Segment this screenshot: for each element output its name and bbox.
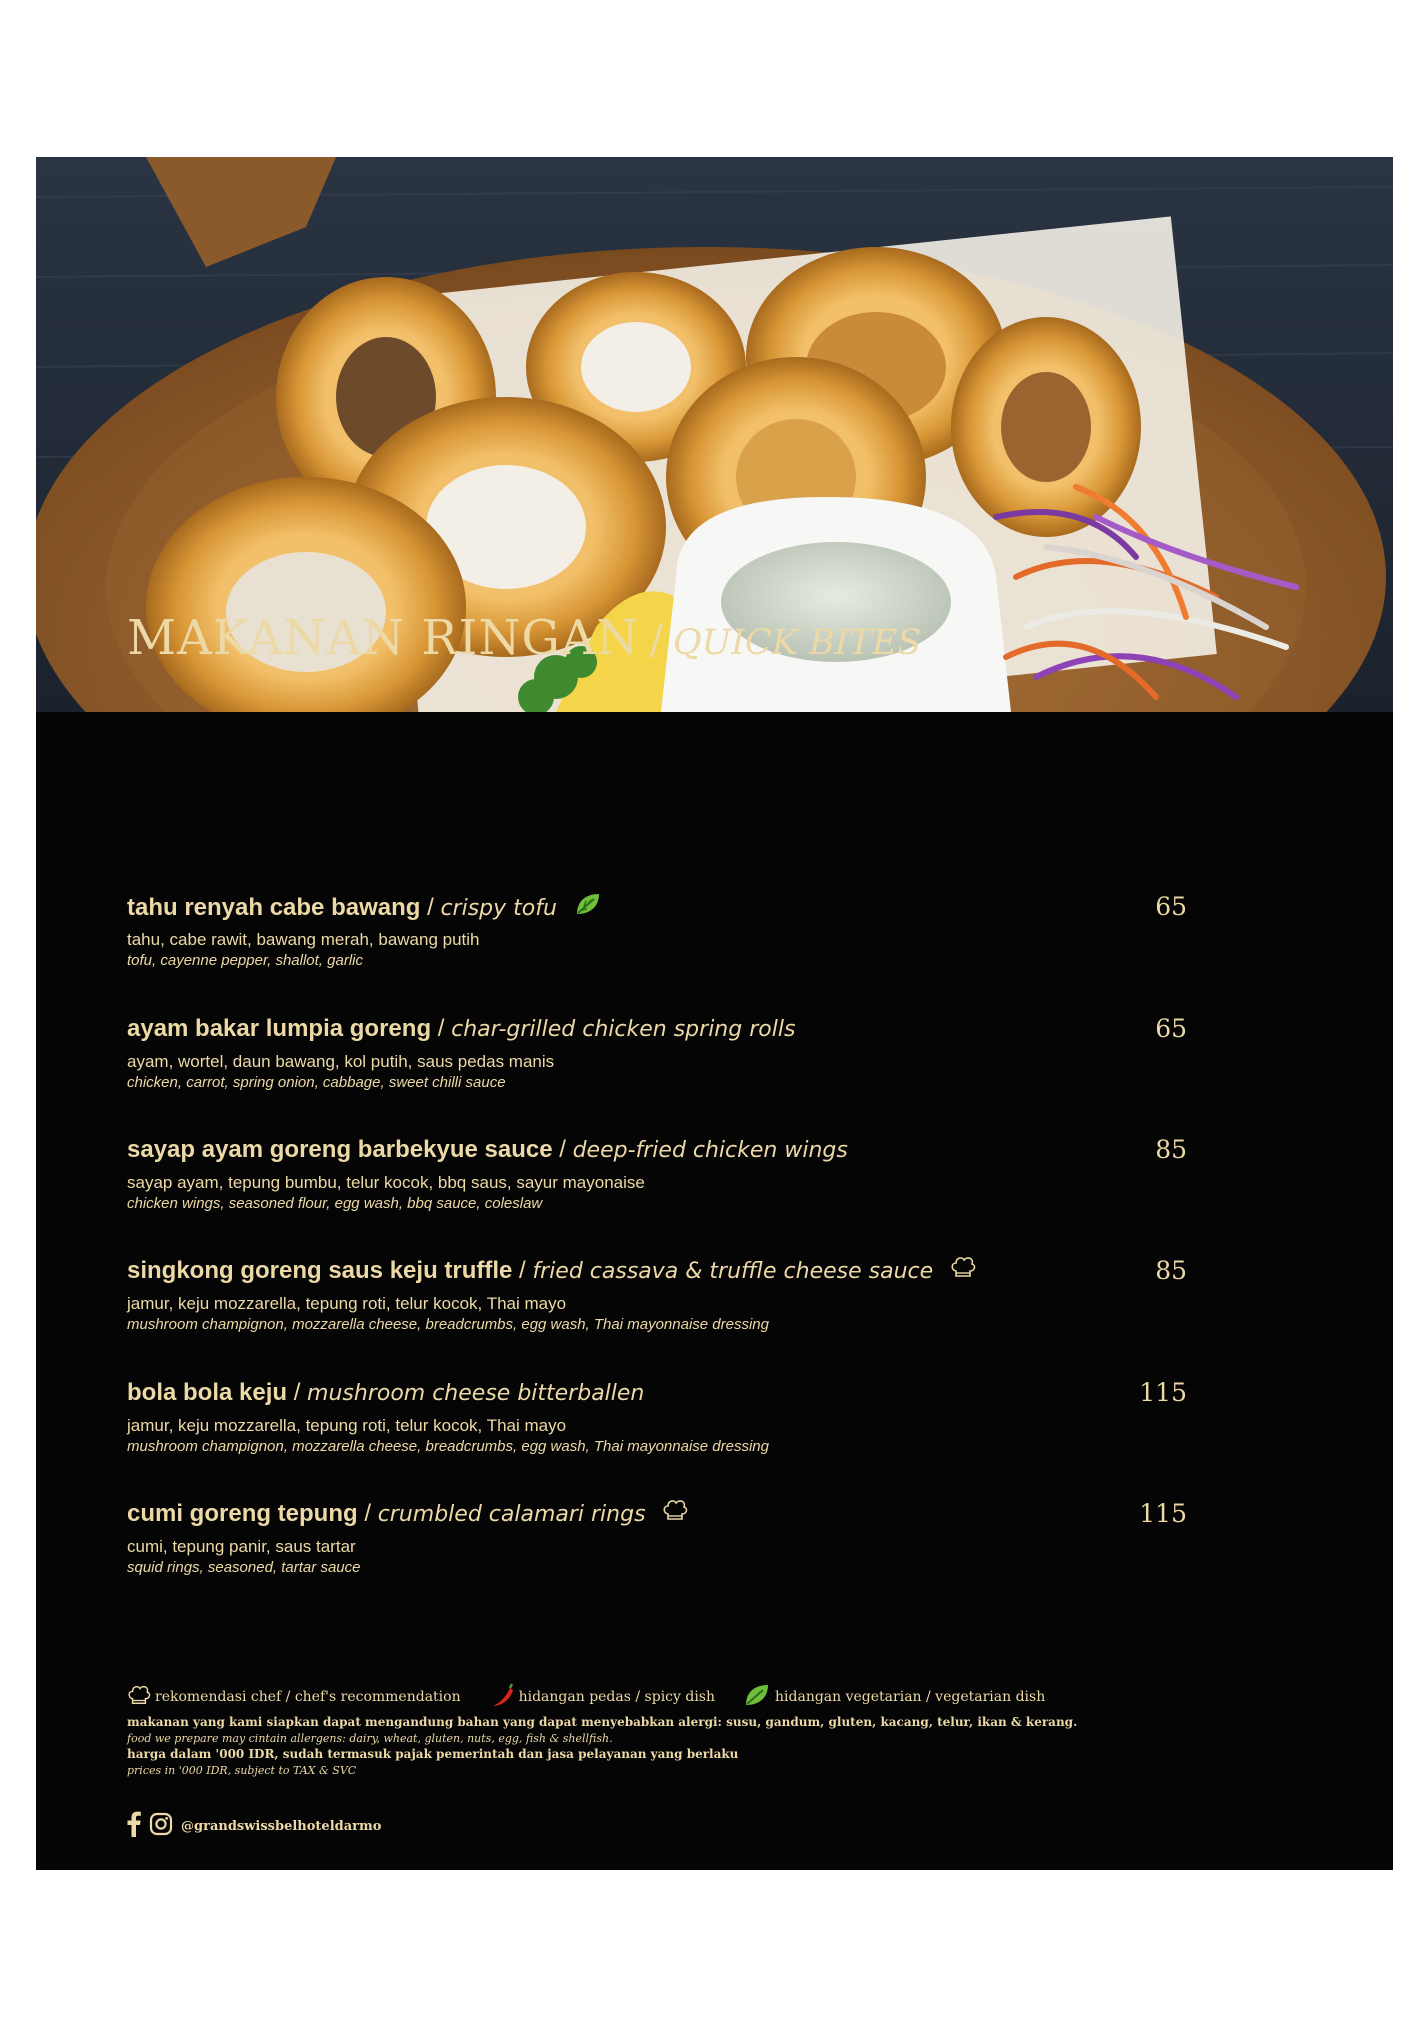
item-name: ayam bakar lumpia goreng [127, 1015, 432, 1042]
item-ingredients-id: ayam, wortel, daun bawang, kol putih, saus pedas manis [127, 1052, 555, 1071]
vegetarian-leaf-icon [743, 1682, 775, 1712]
allergen-note-id: makanan yang kami siapkan dapat mengandung bahan yang dapat menyebabkan alergi: susu, gandum, gluten, kacang, telur, ikan & kerang. [127, 1715, 1078, 1729]
legend-chef-label: rekomendasi chef / chef's recommendation [155, 1689, 461, 1705]
chili-icon [489, 1682, 519, 1712]
item-name-en: crumbled calamari rings [377, 1502, 646, 1527]
item-price: 65 [1155, 1014, 1187, 1043]
menu-item: ayam bakar lumpia goreng / char-grilled chicken spring rolls 65 ayam, wortel, daun bawang, kol putih, saus pedas manis chicken, carrot, spring onion, cabbage, sweet chilli sauce [127, 1014, 1187, 1091]
item-price: 85 [1155, 1135, 1187, 1164]
item-ingredients-en: chicken, carrot, spring onion, cabbage, sweet chilli sauce [127, 1074, 506, 1091]
title-main: MAKANAN RINGAN [127, 610, 640, 666]
chef-hat-icon [950, 1255, 976, 1288]
item-ingredients-en: tofu, cayenne pepper, shallot, garlic [127, 952, 363, 969]
legend-veg-label: hidangan vegetarian / vegetarian dish [775, 1689, 1046, 1705]
item-name-en: deep-fried chicken wings [572, 1138, 848, 1163]
menu-item: tahu renyah cabe bawang / crispy tofu 65 tahu, cabe rawit, bawang merah, bawang putih tofu, cayenne pepper, shallot, garlic [127, 892, 1187, 969]
item-ingredients-id: jamur, keju mozzarella, tepung roti, telur kocok, Thai mayo [127, 1416, 567, 1435]
item-name-en: crispy tofu [440, 895, 557, 921]
title-sub: QUICK BITES [672, 623, 922, 663]
item-ingredients-en: mushroom champignon, mozzarella cheese, breadcrumbs, egg wash, Thai mayonnaise dressing [127, 1438, 769, 1455]
item-ingredients-en: chicken wings, seasoned flour, egg wash, bbq sauce, coleslaw [127, 1195, 543, 1212]
menu-item: sayap ayam goreng barbekyue sauce / deep-fried chicken wings 85 sayap ayam, tepung bumbu, telur kocok, bbq saus, sayur mayonaise chicken wings, seasoned flour, egg wash, bbq sauce, coleslaw [127, 1135, 1187, 1212]
legend-chef [127, 1684, 461, 1710]
price-note-en: prices in '000 IDR, subject to TAX & SVC [127, 1764, 357, 1777]
item-price: 85 [1155, 1256, 1187, 1285]
chef-hat-icon [662, 1498, 688, 1531]
menu-item: bola bola keju / mushroom cheese bitterballen 115 jamur, keju mozzarella, tepung roti, telur kocok, Thai mayo mushroom champignon, mozzarella cheese, breadcrumbs, egg wash, Thai mayonnaise dressing [127, 1378, 1187, 1455]
menu-item: cumi goreng tepung / crumbled calamari rings 115 cumi, tepung panir, saus tartar squid rings, seasoned, tartar sauce [127, 1499, 1187, 1576]
item-ingredients-id: jamur, keju mozzarella, tepung roti, telur kocok, Thai mayo [127, 1294, 567, 1313]
item-price: 115 [1139, 1499, 1187, 1528]
chef-hat-icon [127, 1684, 155, 1710]
item-price: 115 [1139, 1378, 1187, 1407]
item-ingredients-id: sayap ayam, tepung bumbu, telur kocok, bbq saus, sayur mayonaise [127, 1173, 645, 1192]
item-name: sayap ayam goreng barbekyue sauce [127, 1136, 553, 1163]
allergen-note-en: food we prepare may cintain allergens: dairy, wheat, gluten, nuts, egg, fish & shellfish. [127, 1732, 613, 1745]
legend-veg [743, 1682, 1045, 1712]
item-price: 65 [1155, 892, 1187, 921]
facebook-icon[interactable] [127, 1811, 141, 1842]
legend-spicy-label: hidangan pedas / spicy dish [518, 1689, 716, 1705]
item-name-en: mushroom cheese bitterballen [307, 1381, 645, 1406]
instagram-icon[interactable] [149, 1812, 173, 1841]
item-ingredients-en: squid rings, seasoned, tartar sauce [127, 1559, 361, 1576]
notes [127, 1714, 1077, 1778]
page-title [127, 610, 921, 666]
item-ingredients-id: tahu, cabe rawit, bawang merah, bawang putih [127, 930, 480, 949]
item-name-en: char-grilled chicken spring rolls [451, 1017, 796, 1042]
title-separator: / [649, 618, 663, 664]
price-note-id: harga dalam '000 IDR, sudah termasuk pajak pemerintah dan jasa pelayanan yang berlaku [127, 1747, 739, 1761]
item-name: tahu renyah cabe bawang [127, 893, 421, 921]
item-ingredients-id: cumi, tepung panir, saus tartar [127, 1537, 356, 1556]
social-handle[interactable]: @grandswissbelhoteldarmo [181, 1819, 382, 1834]
legend-spicy [489, 1682, 715, 1712]
item-name: bola bola keju [127, 1379, 288, 1406]
item-name: singkong goreng saus keju truffle [127, 1257, 513, 1284]
item-name-en: fried cassava & truffle cheese sauce [532, 1259, 934, 1284]
legend [127, 1683, 1073, 1711]
item-ingredients-en: mushroom champignon, mozzarella cheese, breadcrumbs, egg wash, Thai mayonnaise dressing [127, 1316, 769, 1333]
menu-item: singkong goreng saus keju truffle / fried cassava & truffle cheese sauce 85 jamur, keju mozzarella, tepung roti, telur kocok, Thai mayo mushroom champignon, mozzarella cheese, breadcrumbs, egg wash, Thai mayonnaise dressing [127, 1256, 1187, 1333]
social-bar [127, 1811, 381, 1842]
item-name: cumi goreng tepung [127, 1500, 358, 1527]
vegetarian-leaf-icon [574, 891, 602, 926]
